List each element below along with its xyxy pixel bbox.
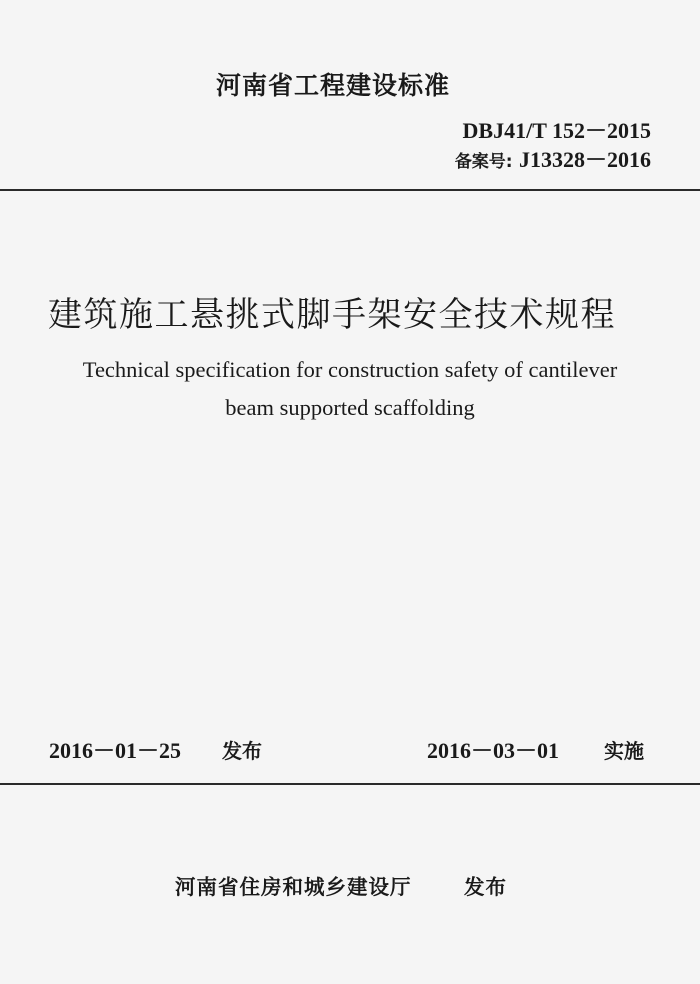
standard-number: DBJ41/T 152－2015 <box>462 118 651 143</box>
implementation-date: 2016－03－01 <box>427 738 560 763</box>
publisher-action: 发布 <box>464 875 507 899</box>
record-number: J13328－2016 <box>518 147 651 172</box>
record-label: 备案号: <box>454 152 513 172</box>
standard-series-title: 河南省工程建设标准 <box>216 71 451 100</box>
top-divider <box>0 189 700 191</box>
publisher-name: 河南省住房和城乡建设厅 <box>175 875 412 899</box>
chinese-title: 建筑施工悬挑式脚手架安全技术规程 <box>48 295 616 335</box>
english-title-line-2: beam supported scaffolding <box>225 395 475 420</box>
issue-date: 2016－01－25 <box>49 738 182 763</box>
bottom-divider <box>0 783 700 785</box>
implementation-label: 实施 <box>604 739 644 763</box>
english-title-line-1: Technical specification for construction safety of cantilever <box>82 357 618 382</box>
record-number-line <box>455 143 651 174</box>
issue-label: 发布 <box>222 739 262 763</box>
